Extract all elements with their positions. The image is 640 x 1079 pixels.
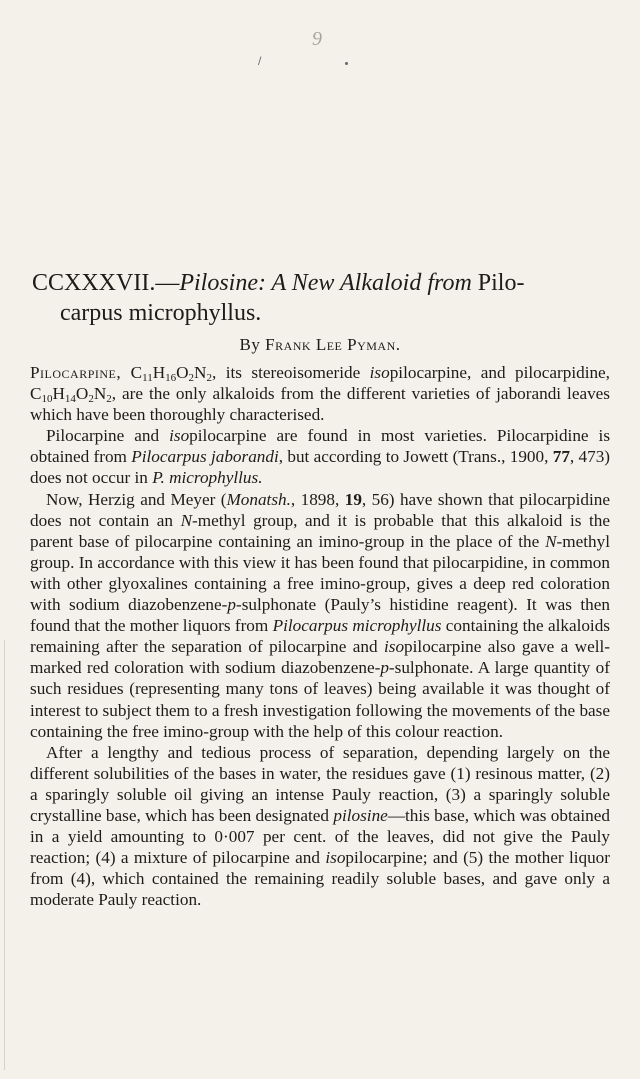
- italic-run: p: [380, 658, 389, 678]
- paragraph-1-lead: Pilocarpine,: [30, 363, 122, 382]
- title-italic: Pilosine: A New Alkaloid from: [179, 270, 472, 296]
- text-run: pilocarpine are found in most varieties. Pilocarpidine is obtained from: [30, 426, 611, 467]
- text-run: -methyl group, and it is probable that this alkaloid is the parent base of pilocarpine containing an imino-group in the place of the: [30, 510, 611, 551]
- italic-run: Pilocarpus microphyllus: [272, 616, 442, 636]
- article-number: CCXXXVII.: [32, 270, 156, 296]
- paragraph-1: [30, 362, 610, 425]
- author-line: [30, 334, 610, 356]
- text-run: , its stereoisomeride: [211, 363, 370, 382]
- italic-run: iso: [325, 848, 346, 868]
- text-run: -methyl group. In accordance with this view it has been found that pilocarpidine, in common with other glyoxalines containing a free imino-group, gives a deep red coloration with sodium diazobenzene-: [30, 531, 610, 615]
- article-body: [30, 268, 610, 910]
- italic-run: N: [545, 531, 557, 551]
- italic-run: Monatsh.: [226, 489, 291, 509]
- formula-subscript: 2: [206, 372, 212, 384]
- text-run: pilocarpine, and pilocarpidine, C: [30, 363, 610, 404]
- formula-part: H: [152, 363, 166, 382]
- page-mark: 9: [312, 28, 322, 50]
- formula-subscript: 2: [188, 372, 195, 384]
- formula-subscript: 16: [165, 372, 177, 384]
- formula-part: N: [194, 363, 207, 382]
- formula-subscript: 2: [88, 393, 94, 406]
- title-rest-2: carpus microphyllus.: [60, 300, 262, 326]
- text-run: After a lengthy and tedious process of separation, depending largely on the different solubilities of the bases in water, the residues gave (1) resinous matter, (2) a sparingly soluble oil giving an intense Pauly reaction, (3) a sparingly soluble crystalline base, which has been designated: [30, 742, 610, 825]
- text-run: , 1898,: [290, 489, 345, 509]
- italic-run: p: [227, 595, 236, 615]
- formula-part: O: [75, 384, 89, 404]
- italic-run: P. microphyllus.: [152, 468, 263, 488]
- text-run: pilocarpine also gave a well-marked red coloration with sodium diazobenzene-: [30, 637, 610, 678]
- formula-part: O: [176, 363, 189, 382]
- text-run: Now, Herzig and Meyer (: [46, 489, 227, 509]
- formula-part: N: [93, 384, 107, 404]
- text-run: -sulphonate. A large quantity of such residues (representing many tons of leaves) being available it was thought of interest to subject them to a fresh investigation following the movements of the base containing the free imino-group with the help of this colour reaction.: [30, 658, 611, 741]
- formula-subscript: 2: [106, 393, 112, 406]
- paragraph-2: [30, 425, 610, 488]
- bold-run: 19: [344, 489, 362, 509]
- text-run: Pilocarpine and: [46, 426, 170, 446]
- author-by: By: [239, 335, 261, 354]
- italic-run: N: [180, 510, 193, 530]
- formula-subscript: 11: [142, 372, 153, 384]
- pencil-tick-icon: /: [258, 56, 262, 67]
- italic-run: iso: [169, 426, 190, 446]
- text-run: —this base, which was obtained in a yield amounting to 0·007 per cent. of the leaves, did not give the Pauly reaction; (4) a mixture of pilocarpine and: [30, 805, 610, 868]
- text-run: containing the alkaloids remaining after the separation of pilocarpine and: [30, 616, 610, 657]
- ink-dot-icon: [345, 62, 348, 65]
- article-title: [30, 268, 610, 328]
- formula-part: H: [52, 384, 65, 404]
- italic-run: iso: [369, 363, 390, 382]
- text-run: pilocarpine; and (5) the mother liquor from (4), which contained the remaining readily soluble bases, and gave only a moderate Pauly reaction.: [30, 848, 610, 910]
- text-run: -sulphonate (Pauly’s histidine reagent). It was then found that the mother liquors from: [30, 595, 610, 636]
- page-edge-divider: [4, 640, 5, 1070]
- italic-run: pilosine: [333, 805, 388, 825]
- title-rest-1: Pilo-: [471, 270, 525, 296]
- author-name: Frank Lee Pyman.: [265, 335, 401, 354]
- text-run: , but according to Jowett (Trans., 1900,: [278, 447, 553, 467]
- paragraph-3: [30, 489, 610, 742]
- formula-subscript: 14: [64, 393, 76, 406]
- formula-part: C: [121, 363, 143, 382]
- bold-run: 77: [552, 447, 570, 467]
- paragraph-4: [30, 742, 610, 911]
- italic-run: iso: [383, 637, 405, 657]
- text-run: , 56) have shown that pilocarpidine does not contain an: [30, 489, 610, 530]
- formula-subscript: 10: [41, 393, 53, 406]
- text-run: , 473) does not occur in: [30, 447, 611, 488]
- italic-run: Pilocarpus jaborandi: [131, 447, 279, 467]
- text-run: , are the only alkaloids from the different varieties of jaborandi leaves which have been thoroughly characterised.: [30, 384, 610, 425]
- title-dash: —: [155, 270, 180, 296]
